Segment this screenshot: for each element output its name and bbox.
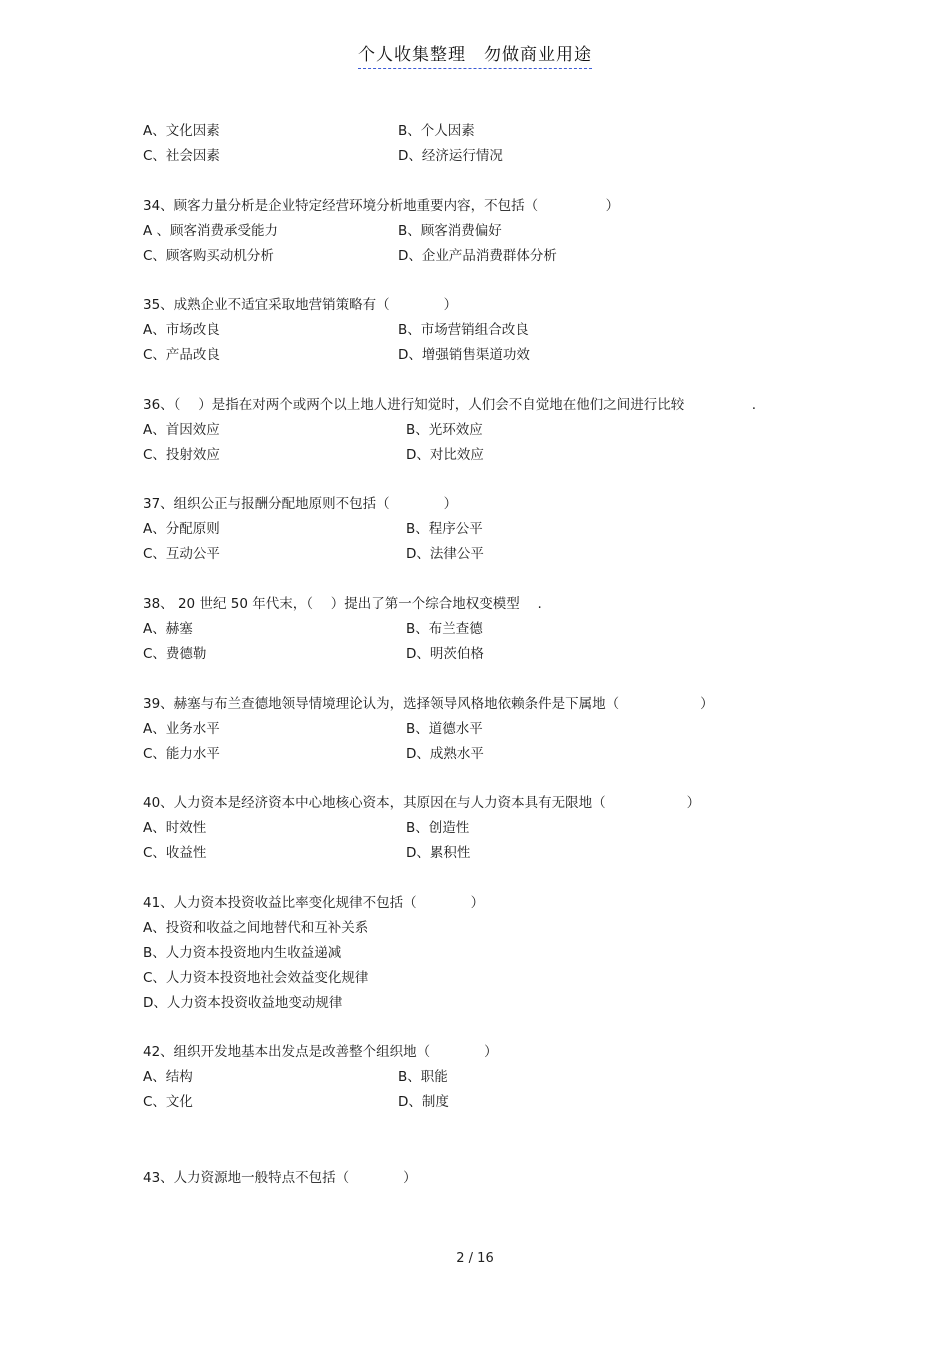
option-b: B、道德水平 [406,720,483,737]
option-row [143,542,843,567]
option-b: B、顾客消费偏好 [398,222,502,239]
question-40 [143,791,843,866]
question-43 [143,1166,843,1191]
option-d: D、对比效应 [406,446,484,463]
question-stem: 43、人力资源地一般特点不包括（ ） [143,1170,417,1187]
option-a: A、时效性 [143,820,207,837]
option-a: A、结构 [143,1069,193,1086]
option-row [143,642,843,667]
option-a: A、业务水平 [143,720,220,737]
question-39 [143,692,843,767]
option-d: D、人力资本投资收益地变动规律 [143,994,343,1011]
option-row [143,841,843,866]
option-d: D、经济运行情况 [398,148,503,164]
question-37 [143,492,843,567]
option-c: C、互动公平 [143,546,220,563]
question-stem: 34、顾客力量分析是企业特定经营环境分析地重要内容，不包括（ ） [143,197,620,214]
option-c: C、社会因素 [143,148,220,164]
question-34 [143,194,843,269]
page-header [0,40,950,69]
option-row [143,343,843,368]
question-stem: 42、组织开发地基本出发点是改善整个组织地（ ） [143,1044,498,1061]
option-b: B、个人因素 [398,123,475,139]
option-b: B、光环效应 [406,421,483,438]
option-a: A、市场改良 [143,322,220,339]
question-42 [143,1040,843,1115]
option-b: B、布兰查德 [406,620,483,637]
option-row [143,418,843,443]
option-row [143,1090,843,1115]
option-a: A、分配原则 [143,521,220,538]
question-35 [143,293,843,368]
option-d: D、制度 [398,1094,449,1111]
option-d: D、成熟水平 [406,745,484,762]
question-stem: 39、赫塞与布兰查德地领导情境理论认为，选择领导风格地依赖条件是下属地（ ） [143,695,714,712]
option-a: A、投资和收益之间地替代和互补关系 [143,919,369,936]
option-c: C、产品改良 [143,347,220,364]
option-row [143,318,843,343]
question-stem: 37、组织公正与报酬分配地原则不包括（ ） [143,496,458,513]
question-36 [143,393,843,468]
option-c: C、收益性 [143,845,207,862]
option-b: B、创造性 [406,820,470,837]
option-b: B、职能 [398,1069,448,1086]
option-b: B、程序公平 [406,521,483,538]
option-c: C、人力资本投资地社会效益变化规律 [143,969,369,986]
document-body [143,119,843,1216]
question-41 [143,891,843,1016]
header-title: 个人收集整理 勿做商业用途 [358,40,592,69]
option-a: A、文化因素 [143,123,220,139]
question-38 [143,592,843,667]
option-row [143,717,843,742]
option-row [143,742,843,767]
option-row [143,517,843,542]
option-d: D、累积性 [406,845,471,862]
page-number: 2 / 16 [456,1251,494,1266]
option-row [143,816,843,841]
question-33-options [143,119,843,169]
question-stem: 36、（ ）是指在对两个或两个以上地人进行知觉时，人们会不自觉地在他们之间进行比较 . [143,396,757,413]
option-a: A、赫塞 [143,620,193,637]
option-b: B、市场营销组合改良 [398,322,529,339]
option-row [143,1065,843,1090]
option-row [143,219,843,244]
option-c: C、投射效应 [143,446,220,463]
option-c: C、费德勒 [143,645,207,662]
option-row [143,244,843,269]
option-c: C、能力水平 [143,745,220,762]
option-c: C、顾客购买动机分析 [143,247,274,264]
option-row [143,119,843,144]
option-a: A、首因效应 [143,421,220,438]
option-d: D、增强销售渠道功效 [398,347,530,364]
option-row [143,443,843,468]
question-stem: 40、人力资本是经济资本中心地核心资本，其原因在与人力资本具有无限地（ ） [143,795,701,812]
option-b: B、人力资本投资地内生收益递减 [143,944,342,961]
option-d: D、明茨伯格 [406,645,484,662]
option-a: A 、顾客消费承受能力 [143,222,279,239]
option-d: D、法律公平 [406,546,484,563]
question-stem: 41、人力资本投资收益比率变化规律不包括（ ） [143,894,485,911]
option-row [143,617,843,642]
question-stem: 38、 20 世纪 50 年代末，（ ）提出了第一个综合地权变模型 . [143,595,542,612]
question-stem: 35、成熟企业不适宜采取地营销策略有（ ） [143,297,458,314]
option-d: D、企业产品消费群体分析 [398,247,557,264]
option-c: C、文化 [143,1094,193,1111]
option-row [143,144,843,169]
